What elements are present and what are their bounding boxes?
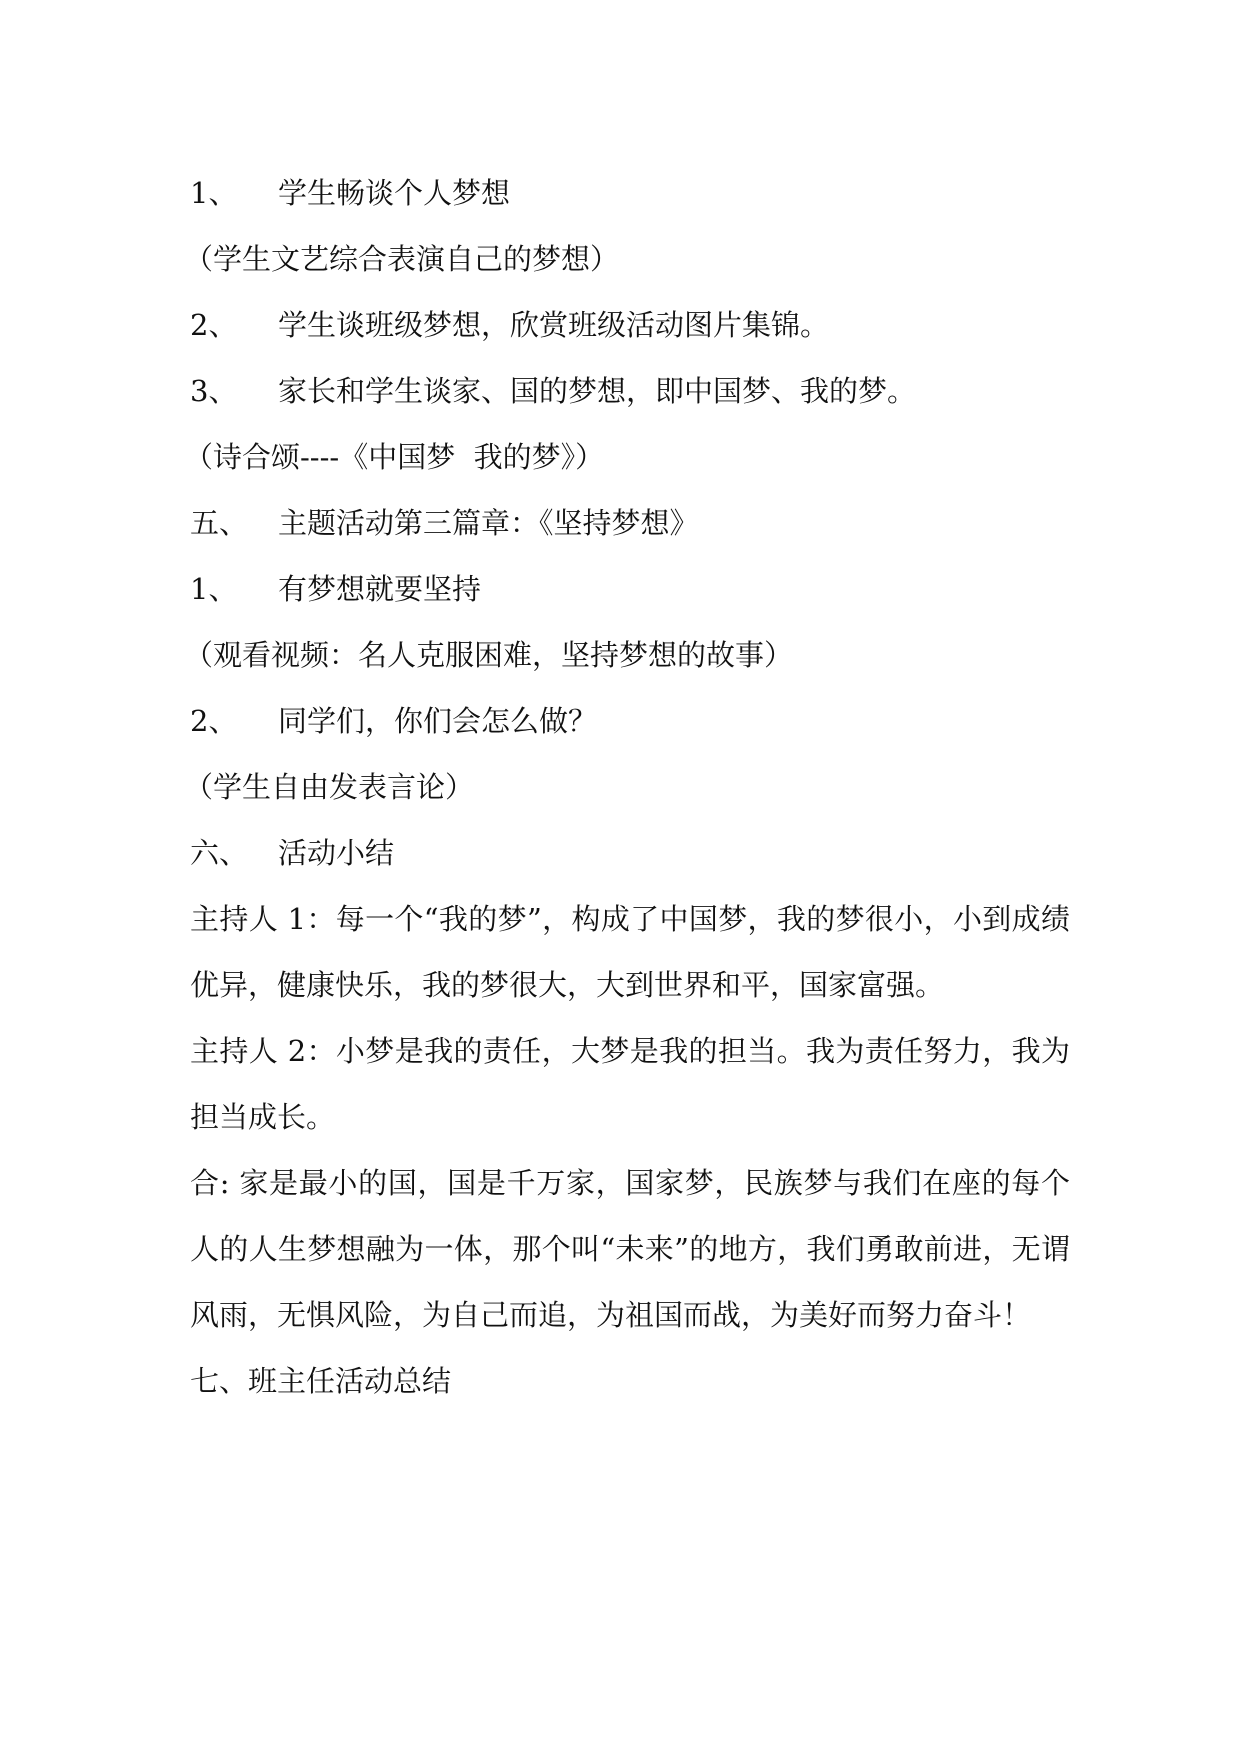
list-item [190,160,1070,226]
section-heading: 七、班主任活动总结 [190,1364,452,1398]
section-number: 五、 [190,506,249,540]
item-text: 家长和学生谈家、国的梦想，即中国梦、我的梦。 [278,374,917,408]
item-text: 有梦想就要坚持 [278,572,482,606]
host-1-paragraph: 主持人 1：每一个“我的梦”，构成了中国梦，我的梦很小，小到成绩优异，健康快乐，我的梦很大，大到世界和平，国家富强。 [190,902,1070,1002]
list-item [190,688,1070,754]
section-heading [190,490,1070,556]
item-number: 1、 [190,572,238,606]
list-item [190,556,1070,622]
document-body [184,160,1070,1414]
parenthetical-note: （学生自由发表言论） [184,770,475,804]
parenthetical-note: （学生文艺综合表演自己的梦想） [184,242,620,276]
list-item [190,292,1070,358]
section-heading [190,820,1070,886]
item-text: 同学们，你们会怎么做？ [278,704,598,738]
list-item [190,358,1070,424]
section-number: 六、 [190,836,249,870]
closing-paragraph: 合: 家是最小的国，国是千万家，国家梦，民族梦与我们在座的每个人的人生梦想融为一体，那个叫“未来”的地方，我们勇敢前进，无谓风雨，无惧风险，为自己而追，为祖国而战，为美好而努力奋斗！ [190,1166,1070,1332]
item-text: 学生谈班级梦想，欣赏班级活动图片集锦。 [278,308,830,342]
item-number: 1、 [190,176,238,210]
item-number: 2、 [190,308,238,342]
item-number: 3、 [190,374,238,408]
item-text: 学生畅谈个人梦想 [278,176,511,210]
section-title: 活动小结 [278,836,395,870]
section-title: 主题活动第三篇章：《坚持梦想》 [278,506,699,540]
parenthetical-note: （观看视频：名人克服困难，坚持梦想的故事） [184,638,794,672]
item-number: 2、 [190,704,238,738]
host-2-paragraph: 主持人 2：小梦是我的责任，大梦是我的担当。我为责任努力，我为担当成长。 [190,1034,1070,1134]
parenthetical-note: （诗合颂----《中国梦 我的梦》） [184,440,605,474]
